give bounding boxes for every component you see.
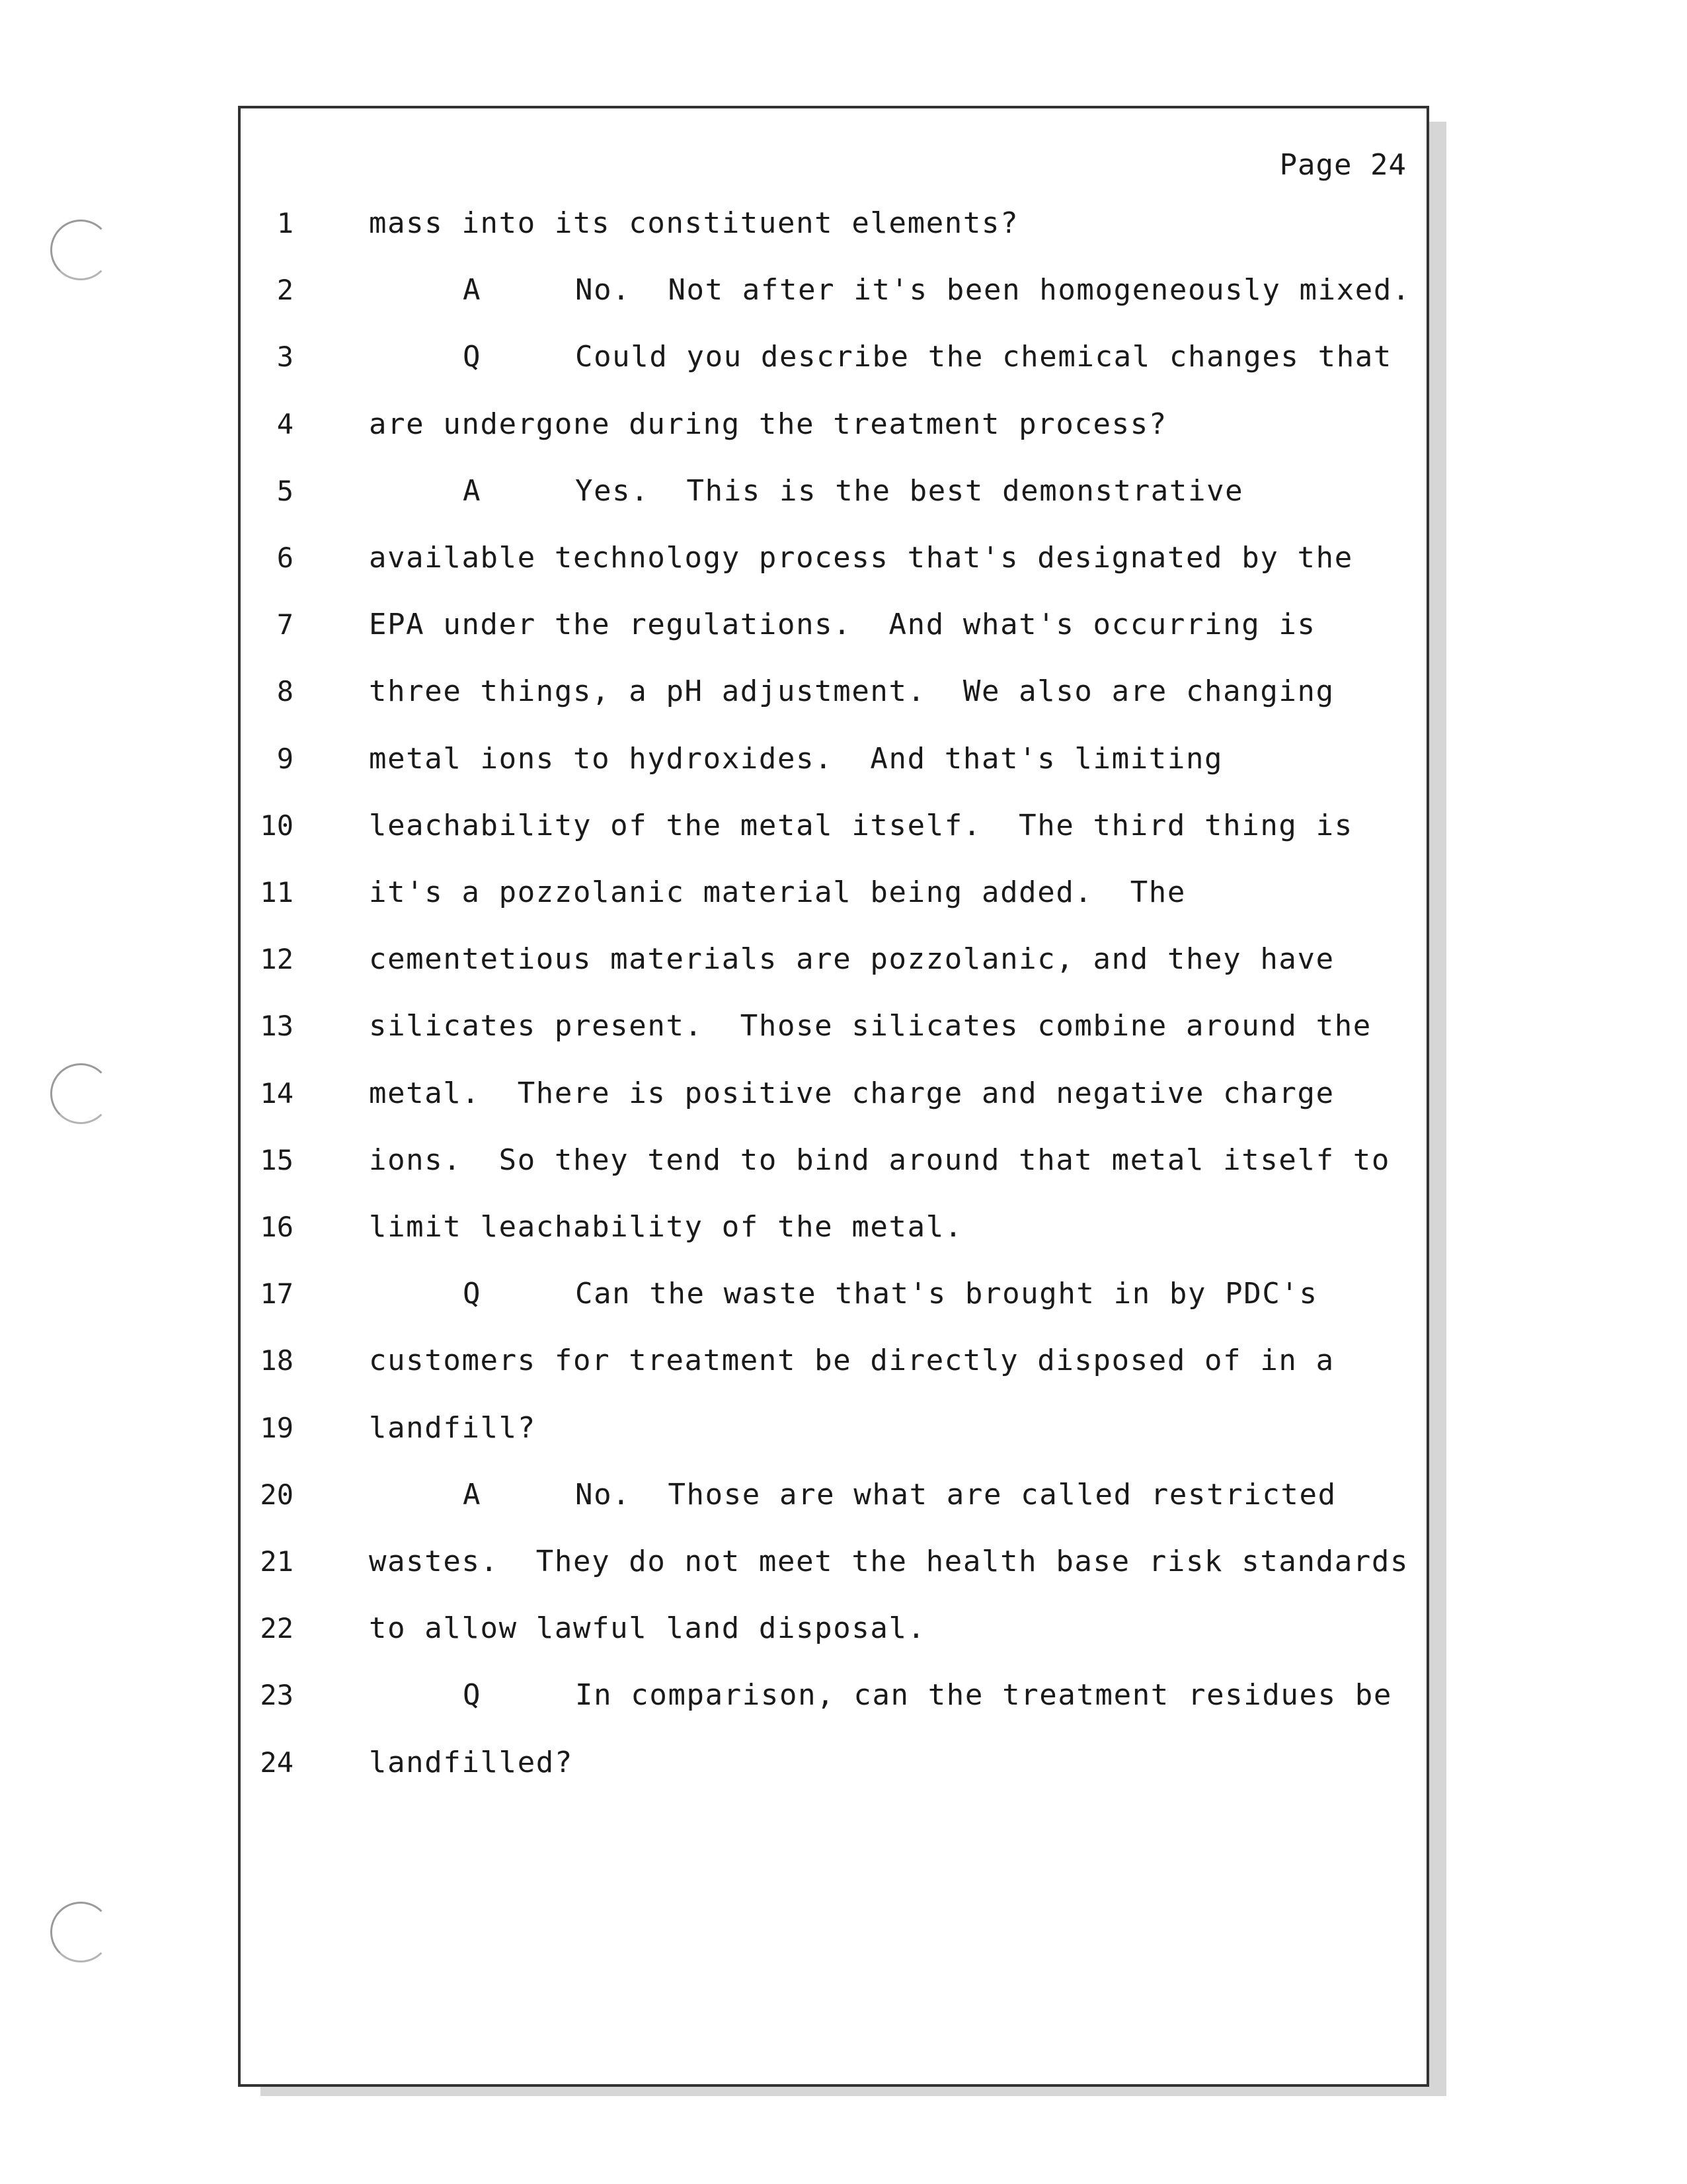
speaker-label: A — [463, 1477, 481, 1512]
line-number: 4 — [276, 407, 294, 440]
speaker-label: A — [463, 473, 481, 508]
line-text: ions. So they tend to bind around that metal itself to — [369, 1143, 1390, 1177]
transcript-line — [0, 1137, 1687, 1184]
line-text: EPA under the regulations. And what's occurring is — [369, 608, 1316, 642]
line-number: 15 — [260, 1143, 294, 1176]
line-number: 19 — [260, 1411, 294, 1444]
line-text: to allow lawful land disposal. — [369, 1611, 926, 1646]
transcript-line — [0, 1605, 1687, 1652]
line-text: available technology process that's designated by the — [369, 541, 1353, 575]
transcript-line — [0, 266, 1687, 314]
line-text: Yes. This is the best demonstrative — [575, 473, 1244, 508]
line-number: 14 — [260, 1076, 294, 1110]
line-number: 23 — [260, 1679, 294, 1712]
line-text: cementetious materials are pozzolanic, and they have — [369, 942, 1335, 977]
line-text: No. Those are what are called restricted — [575, 1477, 1337, 1512]
line-number: 24 — [260, 1746, 294, 1779]
speaker-label: Q — [463, 1277, 481, 1311]
transcript-line — [0, 1203, 1687, 1251]
page-number: Page 24 — [1279, 148, 1407, 182]
line-number: 5 — [276, 474, 294, 507]
line-number: 20 — [260, 1478, 294, 1511]
line-number: 13 — [260, 1010, 294, 1043]
line-text: landfill? — [369, 1410, 536, 1445]
line-text: wastes. They do not meet the health base risk standards — [369, 1545, 1409, 1578]
transcript-line — [0, 802, 1687, 850]
line-number: 18 — [260, 1344, 294, 1377]
line-text: No. Not after it's been homogeneously mixed. — [575, 273, 1411, 307]
speaker-label: Q — [463, 340, 481, 374]
line-number: 12 — [260, 943, 294, 976]
line-number: 21 — [260, 1545, 294, 1578]
line-text: limit leachability of the metal. — [369, 1210, 963, 1244]
transcript-line — [0, 1739, 1687, 1787]
transcript-line — [0, 401, 1687, 448]
line-number: 16 — [260, 1211, 294, 1243]
transcript-line — [0, 1337, 1687, 1385]
line-text: mass into its constituent elements? — [369, 206, 1019, 240]
line-number: 9 — [276, 742, 294, 775]
line-number: 2 — [276, 274, 294, 307]
line-text: it's a pozzolanic material being added. The — [369, 875, 1186, 909]
line-text: silicates present. Those silicates combine around the — [369, 1009, 1372, 1043]
transcript-line — [0, 601, 1687, 649]
transcript-line — [0, 534, 1687, 582]
transcript-line — [0, 1672, 1687, 1719]
line-number: 3 — [276, 341, 294, 374]
transcript-line — [0, 1270, 1687, 1318]
transcript-line — [0, 1471, 1687, 1519]
line-text: landfilled? — [369, 1745, 573, 1779]
transcript-line — [0, 467, 1687, 515]
transcript-line — [0, 668, 1687, 715]
line-text: leachability of the metal itself. The third thing is — [369, 808, 1353, 842]
speaker-label: A — [463, 273, 481, 307]
line-text: are undergone during the treatment process? — [369, 407, 1167, 441]
line-number: 17 — [260, 1277, 294, 1311]
line-number: 22 — [260, 1612, 294, 1645]
transcript-line — [0, 1002, 1687, 1050]
transcript-line — [0, 936, 1687, 983]
line-text: Can the waste that's brought in by PDC's — [575, 1277, 1318, 1311]
line-number: 8 — [276, 675, 294, 708]
transcript-line — [0, 1538, 1687, 1586]
line-number: 10 — [260, 809, 294, 842]
line-number: 7 — [276, 608, 294, 641]
transcript-line — [0, 333, 1687, 381]
transcript-line — [0, 200, 1687, 247]
line-text: In comparison, can the treatment residues be — [575, 1678, 1392, 1713]
line-text: Could you describe the chemical changes that — [575, 340, 1392, 374]
line-text: metal. There is positive charge and negative charge — [369, 1076, 1335, 1110]
line-text: three things, a pH adjustment. We also are changing — [369, 674, 1335, 709]
transcript-line — [0, 1404, 1687, 1452]
speaker-label: Q — [463, 1678, 481, 1713]
line-text: customers for treatment be directly disposed of in a — [369, 1344, 1335, 1378]
transcript-line — [0, 869, 1687, 916]
line-number: 11 — [260, 876, 294, 909]
line-number: 1 — [276, 207, 294, 239]
line-number: 6 — [276, 542, 294, 574]
transcript-line — [0, 735, 1687, 783]
line-text: metal ions to hydroxides. And that's limiting — [369, 741, 1224, 776]
binder-hole — [50, 1902, 111, 1962]
transcript-line — [0, 1070, 1687, 1117]
